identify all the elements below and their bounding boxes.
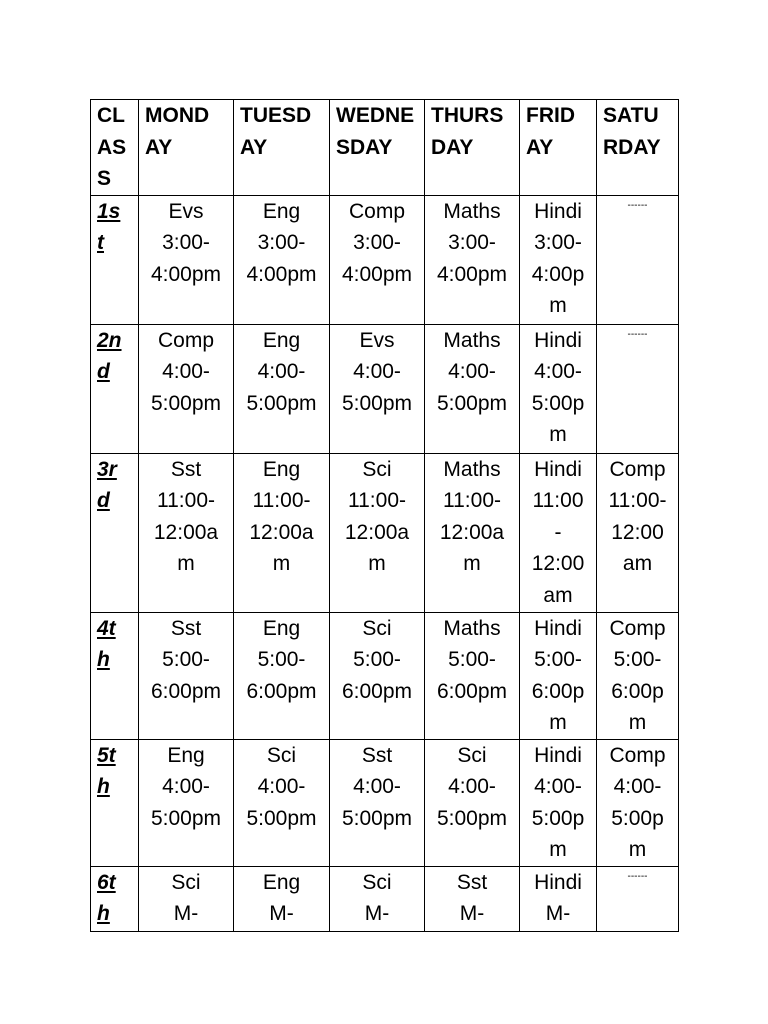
schedule-cell-monday (139, 866, 234, 931)
cell-line: Sst (170, 457, 202, 481)
cell-line: 4:00- (257, 775, 306, 798)
cell-line: m (549, 423, 567, 446)
cell-line: 4:00- (162, 775, 210, 798)
cell-line: m (272, 552, 291, 575)
cell-line: h (97, 775, 110, 798)
class-label (91, 612, 139, 739)
schedule-cell-monday (139, 739, 234, 866)
cell-line: Hindi (534, 743, 582, 767)
header-monday: MOND AY (139, 100, 234, 196)
cell-line: 3r (97, 457, 117, 481)
cell-line: Maths (443, 616, 501, 640)
cell-line: Sci (457, 743, 487, 767)
cell-line: m (463, 552, 481, 575)
schedule-cell-tuesday (234, 453, 330, 612)
table-row (91, 195, 679, 324)
cell-line: 5:00pm (150, 806, 222, 830)
class-label (91, 866, 139, 931)
class-label (91, 453, 139, 612)
schedule-cell-tuesday (234, 866, 330, 931)
cell-line: 6:00pm (246, 679, 317, 703)
cell-line: 11:00- (157, 489, 215, 512)
cell-line: 12:00a (439, 520, 505, 544)
schedule-cell-monday (139, 324, 234, 453)
cell-line: 6:00p (611, 679, 664, 703)
cell-line: 6:00pm (341, 679, 413, 703)
table-row (91, 866, 679, 931)
schedule-cell-thursday (425, 324, 520, 453)
cell-line: 11:00- (252, 489, 311, 512)
cell-line: m (549, 294, 567, 317)
cell-line: 11:00- (348, 489, 406, 512)
table-row (91, 453, 679, 612)
cell-line: Hindi (534, 328, 582, 352)
cell-line: Eng (262, 328, 301, 352)
cell-line: 12:00 (611, 520, 664, 544)
schedule-cell-wednesday (330, 866, 425, 931)
cell-line: 12:00a (249, 520, 314, 544)
schedule-cell-saturday (597, 739, 679, 866)
cell-line: t (97, 231, 104, 254)
schedule-cell-monday (139, 195, 234, 324)
schedule-cell-thursday (425, 453, 520, 612)
cell-line: Hindi (534, 616, 582, 640)
cell-line: Maths (443, 328, 501, 352)
cell-line: Evs (359, 328, 395, 352)
cell-line: ------ (627, 870, 648, 882)
cell-line: Hindi (534, 457, 582, 481)
schedule-cell-monday (139, 612, 234, 739)
cell-line: - (554, 520, 562, 544)
cell-line: 5:00- (162, 648, 210, 671)
cell-line: Sci (171, 870, 201, 894)
cell-line: Comp (348, 199, 406, 223)
schedule-cell-saturday (597, 612, 679, 739)
schedule-cell-tuesday (234, 324, 330, 453)
table-row (91, 739, 679, 866)
schedule-cell-friday (520, 612, 597, 739)
cell-line: 4:00- (353, 360, 401, 383)
cell-line: Comp (609, 616, 666, 640)
cell-line: 5:00- (448, 648, 496, 671)
header-thursday: THURS DAY (425, 100, 520, 196)
cell-line: M- (364, 902, 390, 925)
cell-line: 5:00pm (150, 391, 222, 415)
cell-line: Hindi (534, 870, 582, 894)
cell-line: m (628, 838, 647, 861)
cell-line: Eng (262, 616, 301, 640)
header-tuesday: TUESD AY (234, 100, 330, 196)
cell-line: M- (269, 902, 294, 925)
cell-line: 5:00pm (246, 391, 317, 415)
cell-line: Comp (157, 328, 215, 352)
cell-line: 3:00- (448, 231, 496, 254)
cell-line: M- (173, 902, 199, 925)
class-label (91, 324, 139, 453)
schedule-cell-tuesday (234, 612, 330, 739)
cell-line: ------ (627, 199, 648, 211)
cell-line: 4:00pm (246, 262, 317, 286)
cell-line: Maths (443, 457, 501, 481)
cell-line: 12:00 (531, 552, 585, 575)
cell-line: 11:00- (608, 489, 667, 512)
cell-line: 4:00p (531, 262, 585, 286)
cell-line: 12:00a (153, 520, 219, 544)
cell-line: 6t (97, 870, 116, 894)
cell-line: m (549, 711, 567, 734)
schedule-cell-tuesday (234, 195, 330, 324)
cell-line: Comp (609, 457, 666, 481)
cell-line: 5:00- (257, 648, 306, 671)
schedule-cell-wednesday (330, 453, 425, 612)
cell-line: 3:00- (353, 231, 401, 254)
cell-line: h (97, 648, 110, 671)
header-class: CL AS S (91, 100, 139, 196)
timetable (90, 99, 679, 932)
cell-line: Sst (170, 616, 202, 640)
cell-line: 4:00- (162, 360, 210, 383)
cell-line: 4:00- (448, 360, 496, 383)
cell-line: 4:00- (534, 775, 582, 798)
cell-line: 3:00- (257, 231, 306, 254)
cell-line: Eng (262, 199, 301, 223)
class-label (91, 195, 139, 324)
cell-line: 6:00pm (436, 679, 508, 703)
cell-line: 4t (97, 616, 116, 640)
cell-line: Eng (262, 457, 301, 481)
cell-line: 4:00- (613, 775, 662, 798)
timetable-body (91, 195, 679, 931)
schedule-cell-wednesday (330, 324, 425, 453)
cell-line: Evs (168, 199, 204, 223)
cell-line: m (628, 711, 647, 734)
schedule-cell-friday (520, 453, 597, 612)
schedule-cell-thursday (425, 195, 520, 324)
schedule-cell-friday (520, 195, 597, 324)
cell-line: 5:00p (531, 391, 585, 415)
cell-line: 4:00pm (341, 262, 413, 286)
cell-line: 4:00pm (436, 262, 508, 286)
cell-line: 5:00pm (341, 391, 413, 415)
schedule-cell-saturday (597, 453, 679, 612)
class-label (91, 739, 139, 866)
schedule-cell-friday (520, 739, 597, 866)
cell-line: M- (459, 902, 485, 925)
table-row (91, 324, 679, 453)
cell-line: 5:00- (353, 648, 401, 671)
schedule-cell-thursday (425, 612, 520, 739)
cell-line: 4:00pm (150, 262, 222, 286)
cell-line: 5:00- (534, 648, 582, 671)
header-wednesday: WEDNE SDAY (330, 100, 425, 196)
cell-line: m (549, 838, 567, 861)
schedule-cell-friday (520, 324, 597, 453)
cell-line: 4:00- (353, 775, 401, 798)
cell-line: 5:00pm (341, 806, 413, 830)
cell-line: 4:00- (257, 360, 306, 383)
cell-line: 5:00- (613, 648, 662, 671)
cell-line: Sci (266, 743, 297, 767)
cell-line: 4:00- (534, 360, 582, 383)
cell-line: 11:00 (532, 489, 584, 512)
cell-line: d (97, 489, 110, 512)
cell-line: Sci (362, 616, 392, 640)
cell-line: Hindi (534, 199, 582, 223)
cell-line: 5:00p (611, 806, 664, 830)
cell-line: 5:00pm (436, 391, 508, 415)
cell-line: 6:00pm (150, 679, 222, 703)
cell-line: 5:00p (531, 806, 585, 830)
cell-line: am (622, 552, 653, 575)
cell-line: Sci (362, 870, 392, 894)
cell-line: Eng (167, 743, 205, 767)
cell-line: Sst (361, 743, 393, 767)
schedule-cell-tuesday (234, 739, 330, 866)
schedule-cell-saturday (597, 195, 679, 324)
cell-line: 12:00a (344, 520, 410, 544)
cell-line: d (97, 360, 110, 383)
cell-line: Eng (262, 870, 301, 894)
cell-line: 5t (97, 743, 116, 767)
schedule-cell-wednesday (330, 195, 425, 324)
table-row (91, 612, 679, 739)
schedule-cell-monday (139, 453, 234, 612)
cell-line: M- (545, 902, 571, 925)
cell-line: Comp (609, 743, 666, 767)
schedule-cell-saturday (597, 324, 679, 453)
header-friday: FRID AY (520, 100, 597, 196)
cell-line: 3:00- (162, 231, 210, 254)
header-row (91, 100, 679, 196)
cell-line: m (177, 552, 195, 575)
cell-line: 11:00- (443, 489, 501, 512)
schedule-cell-thursday (425, 739, 520, 866)
schedule-cell-thursday (425, 866, 520, 931)
cell-line: Maths (443, 199, 501, 223)
schedule-cell-wednesday (330, 612, 425, 739)
cell-line: 4:00- (448, 775, 496, 798)
header-saturday: SATU RDAY (597, 100, 679, 196)
cell-line: 1s (97, 199, 121, 223)
cell-line: am (543, 583, 573, 607)
schedule-cell-saturday (597, 866, 679, 931)
cell-line: h (97, 902, 110, 925)
cell-line: 5:00pm (436, 806, 508, 830)
cell-line: 6:00p (531, 679, 585, 703)
cell-line: 3:00- (534, 231, 582, 254)
schedule-cell-friday (520, 866, 597, 931)
schedule-cell-wednesday (330, 739, 425, 866)
cell-line: Sst (456, 870, 488, 894)
cell-line: m (368, 552, 386, 575)
cell-line: 2n (97, 328, 122, 352)
cell-line: ------ (627, 328, 648, 340)
cell-line: Sci (362, 457, 392, 481)
cell-line: 5:00pm (246, 806, 317, 830)
